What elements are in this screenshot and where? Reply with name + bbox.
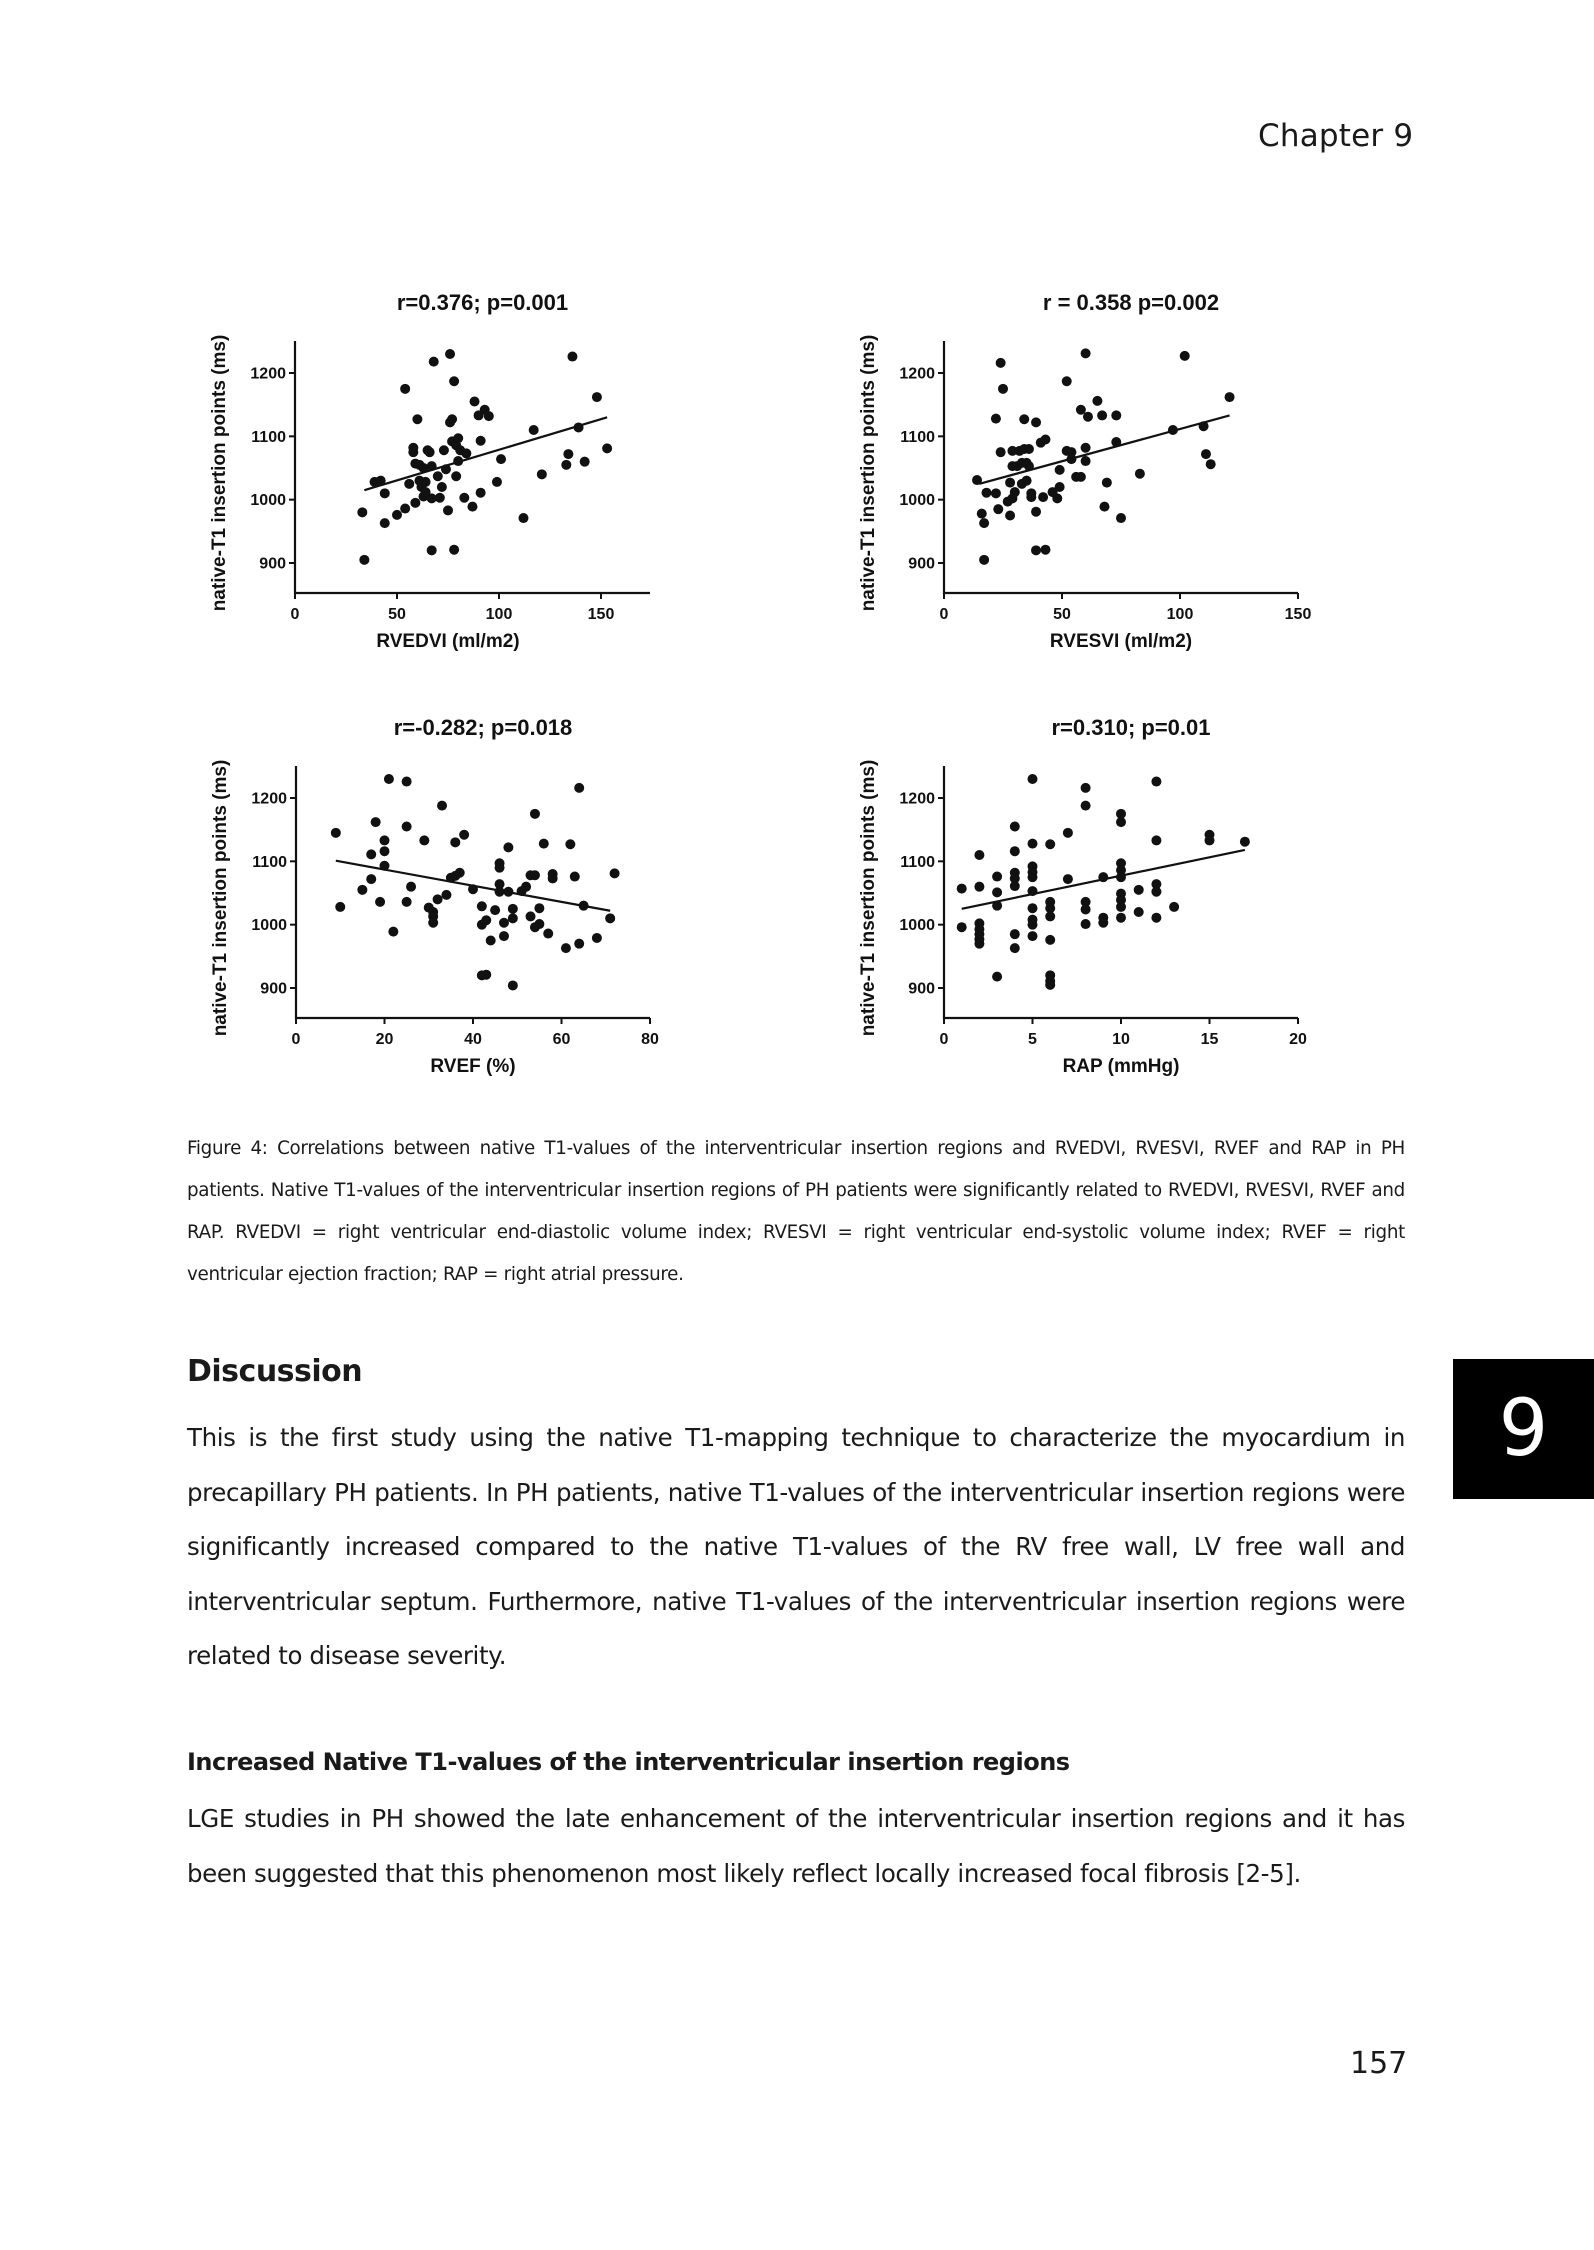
data-point — [1076, 472, 1086, 482]
x-axis-label: RVESVI (ml/m2) — [1049, 631, 1193, 652]
data-point — [427, 545, 437, 555]
data-point — [570, 872, 580, 882]
data-point — [1116, 817, 1126, 827]
x-axis-label: RAP (mmHg) — [1062, 1056, 1180, 1077]
data-point — [1005, 478, 1015, 488]
data-point — [996, 358, 1006, 368]
data-point — [1081, 348, 1091, 358]
data-point — [1168, 425, 1178, 435]
data-point — [1098, 872, 1108, 882]
scatter-chart-rvef — [150, 695, 710, 1095]
data-point — [380, 846, 390, 856]
data-point — [1031, 545, 1041, 555]
data-point — [1180, 351, 1190, 361]
data-point — [979, 555, 989, 565]
data-point — [366, 849, 376, 859]
data-point — [1201, 449, 1211, 459]
data-point — [537, 469, 547, 479]
data-point — [530, 809, 540, 819]
x-tick-label: 20 — [375, 1031, 394, 1048]
data-point — [1010, 822, 1020, 832]
data-point — [1010, 846, 1020, 856]
data-point — [1240, 837, 1250, 847]
data-point — [1045, 839, 1055, 849]
scatter-chart-rvesvi — [800, 270, 1360, 670]
data-point — [1028, 839, 1038, 849]
data-point — [567, 352, 577, 362]
data-point — [991, 414, 1001, 424]
data-point — [402, 777, 412, 787]
data-point — [1045, 935, 1055, 945]
data-point — [1028, 920, 1038, 930]
y-tick-label: 1100 — [252, 853, 287, 871]
y-tick-label: 1000 — [899, 917, 935, 935]
data-point — [481, 970, 491, 980]
data-point — [461, 448, 471, 458]
data-point — [371, 817, 381, 827]
data-point — [449, 376, 459, 386]
data-point — [992, 901, 1002, 911]
data-point — [481, 915, 491, 925]
data-point — [450, 837, 460, 847]
data-point — [425, 447, 435, 457]
data-point — [1134, 885, 1144, 895]
data-point — [412, 414, 422, 424]
data-point — [957, 884, 967, 894]
data-point — [1151, 835, 1161, 845]
data-point — [1038, 492, 1048, 502]
y-axis-label: native-T1 insertion points (ms) — [210, 759, 231, 1037]
data-point — [1151, 913, 1161, 923]
data-point — [492, 477, 502, 487]
x-tick-label: 0 — [290, 606, 300, 623]
y-tick-label: 1200 — [899, 365, 935, 383]
data-point — [1116, 913, 1126, 923]
data-point — [1028, 886, 1038, 896]
data-point — [503, 887, 513, 897]
data-point — [992, 972, 1002, 982]
x-tick-label: 5 — [1028, 1031, 1037, 1048]
data-point — [518, 513, 528, 523]
x-tick-label: 20 — [1289, 1031, 1307, 1048]
x-tick-label: 10 — [1112, 1031, 1130, 1048]
chart-title: r=0.310; p=0.01 — [1051, 715, 1211, 740]
data-point — [529, 425, 539, 435]
data-point — [402, 822, 412, 832]
data-point — [977, 509, 987, 519]
data-point — [1055, 465, 1065, 475]
data-point — [563, 449, 573, 459]
data-point — [392, 510, 402, 520]
data-point — [433, 471, 443, 481]
data-point — [1102, 478, 1112, 488]
data-point — [400, 384, 410, 394]
data-point — [579, 901, 589, 911]
data-point — [468, 884, 478, 894]
data-point — [376, 476, 386, 486]
data-point — [496, 454, 506, 464]
data-point — [459, 493, 469, 503]
data-point — [455, 868, 465, 878]
data-point — [445, 349, 455, 359]
y-tick-label: 900 — [259, 555, 286, 573]
data-point — [441, 464, 451, 474]
data-point — [592, 392, 602, 402]
x-tick-label: 15 — [1200, 1031, 1219, 1048]
data-point — [998, 384, 1008, 394]
y-tick-label: 900 — [908, 980, 935, 998]
data-point — [421, 477, 431, 487]
data-point — [610, 868, 620, 878]
chart-svg — [800, 695, 1360, 1095]
y-axis-label: native-T1 insertion points (ms) — [858, 759, 879, 1037]
data-point — [477, 901, 487, 911]
data-point — [565, 839, 575, 849]
data-point — [1092, 396, 1102, 406]
data-point — [1028, 774, 1038, 784]
data-point — [1024, 461, 1034, 471]
data-point — [410, 498, 420, 508]
data-point — [400, 504, 410, 514]
data-point — [1081, 919, 1091, 929]
data-point — [1081, 443, 1091, 453]
subsection-heading: Increased Native T1-values of the interventricular insertion regions — [187, 1748, 1070, 1776]
data-point — [366, 874, 376, 884]
chart-svg — [150, 270, 710, 670]
data-point — [1063, 874, 1073, 884]
data-point — [404, 479, 414, 489]
data-point — [972, 475, 982, 485]
data-point — [605, 913, 615, 923]
x-axis-label: RVEDVI (ml/m2) — [376, 631, 520, 652]
data-point — [380, 861, 390, 871]
data-point — [1045, 911, 1055, 921]
data-point — [1024, 444, 1034, 454]
data-point — [526, 911, 536, 921]
y-tick-label: 1000 — [899, 492, 935, 510]
data-point — [433, 894, 443, 904]
data-point — [508, 904, 518, 914]
data-point — [1116, 902, 1126, 912]
data-point — [1066, 447, 1076, 457]
data-point — [1031, 417, 1041, 427]
data-point — [974, 939, 984, 949]
data-point — [467, 502, 477, 512]
data-point — [602, 443, 612, 453]
data-point — [359, 555, 369, 565]
data-point — [543, 929, 553, 939]
data-point — [1022, 476, 1032, 486]
data-point — [1055, 482, 1065, 492]
data-point — [521, 882, 531, 892]
data-point — [1111, 410, 1121, 420]
chapter-tab-number: 9 — [1498, 1384, 1549, 1474]
y-tick-label: 1000 — [251, 917, 287, 935]
y-tick-label: 1200 — [251, 790, 287, 808]
data-point — [574, 422, 584, 432]
data-point — [534, 919, 544, 929]
data-point — [495, 863, 505, 873]
data-point — [1019, 414, 1029, 424]
data-point — [503, 842, 513, 852]
y-tick-label: 1200 — [250, 365, 286, 383]
x-tick-label: 50 — [1053, 606, 1071, 623]
data-point — [1099, 502, 1109, 512]
chart-title: r=0.376; p=0.001 — [396, 290, 569, 315]
data-point — [1040, 435, 1050, 445]
data-point — [1083, 412, 1093, 422]
data-point — [1081, 801, 1091, 811]
data-point — [419, 835, 429, 845]
data-point — [451, 471, 461, 481]
data-point — [957, 922, 967, 932]
data-point — [1135, 469, 1145, 479]
data-point — [1010, 881, 1020, 891]
data-point — [1045, 980, 1055, 990]
data-point — [427, 461, 437, 471]
x-tick-label: 80 — [641, 1031, 659, 1048]
x-tick-label: 60 — [552, 1031, 571, 1048]
data-point — [991, 488, 1001, 498]
data-point — [429, 357, 439, 367]
data-point — [408, 443, 418, 453]
data-point — [1031, 507, 1041, 517]
data-point — [453, 456, 463, 466]
data-point — [574, 939, 584, 949]
data-point — [1111, 437, 1121, 447]
x-tick-label: 150 — [1284, 606, 1312, 623]
data-point — [380, 488, 390, 498]
data-point — [476, 488, 486, 498]
data-point — [388, 927, 398, 937]
data-point — [1010, 943, 1020, 953]
x-axis-label: RVEF (%) — [430, 1056, 516, 1077]
data-point — [384, 774, 394, 784]
data-point — [1026, 492, 1036, 502]
data-point — [428, 918, 438, 928]
data-point — [1063, 828, 1073, 838]
data-point — [1116, 513, 1126, 523]
data-point — [981, 488, 991, 498]
data-point — [539, 839, 549, 849]
chart-svg — [150, 695, 710, 1095]
data-point — [561, 460, 571, 470]
data-point — [1097, 410, 1107, 420]
data-point — [592, 933, 602, 943]
data-point — [499, 918, 509, 928]
data-point — [974, 882, 984, 892]
data-point — [470, 397, 480, 407]
data-point — [1081, 456, 1091, 466]
data-point — [580, 457, 590, 467]
data-point — [380, 835, 390, 845]
x-tick-label: 100 — [485, 606, 513, 623]
x-tick-label: 0 — [291, 1031, 301, 1048]
y-tick-label: 1100 — [900, 428, 935, 446]
data-point — [435, 493, 445, 503]
chart-svg — [800, 270, 1360, 670]
data-point — [1028, 931, 1038, 941]
data-point — [1028, 872, 1038, 882]
data-point — [453, 433, 463, 443]
data-point — [495, 887, 505, 897]
data-point — [508, 980, 518, 990]
data-point — [499, 931, 509, 941]
scatter-chart-rvedvi — [150, 270, 710, 670]
x-tick-label: 100 — [1166, 606, 1194, 623]
data-point — [508, 913, 518, 923]
y-axis-label: native-T1 insertion points (ms) — [209, 334, 230, 612]
data-point — [992, 887, 1002, 897]
data-point — [484, 411, 494, 421]
data-point — [476, 436, 486, 446]
page-number: 157 — [1350, 2046, 1408, 2081]
y-tick-label: 900 — [260, 980, 287, 998]
data-point — [357, 507, 367, 517]
data-point — [1062, 376, 1072, 386]
chart-title: r = 0.358 p=0.002 — [1042, 290, 1220, 315]
data-point — [534, 903, 544, 913]
data-point — [357, 885, 367, 895]
discussion-paragraph-2: LGE studies in PH showed the late enhancement of the interventricular insertion regions and it has been suggested that this phenomenon most likely reflect locally increased focal fibrosis [2-5]. — [187, 1804, 1405, 1888]
data-point — [1040, 545, 1050, 555]
x-tick-label: 50 — [388, 606, 406, 623]
data-point — [993, 504, 1003, 514]
data-point — [447, 414, 457, 424]
data-point — [974, 850, 984, 860]
data-point — [979, 518, 989, 528]
data-point — [1134, 907, 1144, 917]
data-point — [439, 445, 449, 455]
data-point — [1081, 904, 1091, 914]
data-point — [1028, 903, 1038, 913]
data-point — [996, 447, 1006, 457]
chart-title: r=-0.282; p=0.018 — [393, 715, 573, 740]
data-point — [443, 505, 453, 515]
chapter-thumb-tab — [1453, 1359, 1594, 1499]
y-tick-label: 900 — [908, 555, 935, 573]
data-point — [406, 882, 416, 892]
data-point — [335, 902, 345, 912]
data-point — [574, 783, 584, 793]
data-point — [1081, 783, 1091, 793]
data-point — [490, 905, 500, 915]
scatter-chart-rap — [800, 695, 1360, 1095]
x-tick-label: 0 — [939, 606, 949, 623]
data-point — [1199, 421, 1209, 431]
data-point — [449, 545, 459, 555]
y-tick-label: 1200 — [899, 790, 935, 808]
data-point — [437, 482, 447, 492]
data-point — [1151, 777, 1161, 787]
data-point — [1005, 511, 1015, 521]
data-point — [530, 870, 540, 880]
y-tick-label: 1100 — [900, 853, 935, 871]
data-point — [441, 890, 451, 900]
y-tick-label: 1100 — [251, 428, 286, 446]
x-tick-label: 0 — [939, 1031, 949, 1048]
data-point — [459, 830, 469, 840]
data-point — [402, 897, 412, 907]
data-point — [992, 872, 1002, 882]
x-tick-label: 150 — [587, 606, 615, 623]
section-heading-discussion: Discussion — [187, 1354, 363, 1389]
data-point — [486, 936, 496, 946]
data-point — [1052, 493, 1062, 503]
data-point — [1010, 929, 1020, 939]
data-point — [1206, 459, 1216, 469]
data-point — [1098, 918, 1108, 928]
running-header-chapter: Chapter 9 — [1258, 118, 1414, 154]
data-point — [331, 828, 341, 838]
x-tick-label: 40 — [464, 1031, 482, 1048]
data-point — [380, 518, 390, 528]
data-point — [437, 801, 447, 811]
data-point — [1116, 872, 1126, 882]
discussion-paragraph: This is the first study using the native T1-mapping technique to characterize the myocardium in precapillary PH patients. In PH patients, native T1-values of the interventricular insertion regions were significantly increased compared to the native T1-values of the RV free wall, LV free wall and interventricular septum. Furthermore, native T1-values of the interventricular insertion regions were related to disease severity. — [187, 1423, 1405, 1670]
data-point — [375, 897, 385, 907]
data-point — [561, 943, 571, 953]
y-tick-label: 1000 — [250, 492, 286, 510]
figure-caption: Figure 4: Correlations between native T1-values of the interventricular insertion regions and RVEDVI, RVESVI, RVEF and RAP in PH patients. Native T1-values of the interventricular insertion regions of PH patients were significantly related to RVEDVI, RVESVI, RVEF and RAP. RVEDVI = right ventricular end-diastolic volume index; RVESVI = right ventricular end-systolic volume index; RVEF = right ventricular ejection fraction; RAP = right atrial pressure. — [187, 1138, 1405, 1285]
data-point — [1010, 487, 1020, 497]
data-point — [1205, 835, 1215, 845]
data-point — [1169, 902, 1179, 912]
data-point — [1151, 887, 1161, 897]
data-point — [1225, 392, 1235, 402]
y-axis-label: native-T1 insertion points (ms) — [858, 334, 879, 612]
data-point — [548, 873, 558, 883]
